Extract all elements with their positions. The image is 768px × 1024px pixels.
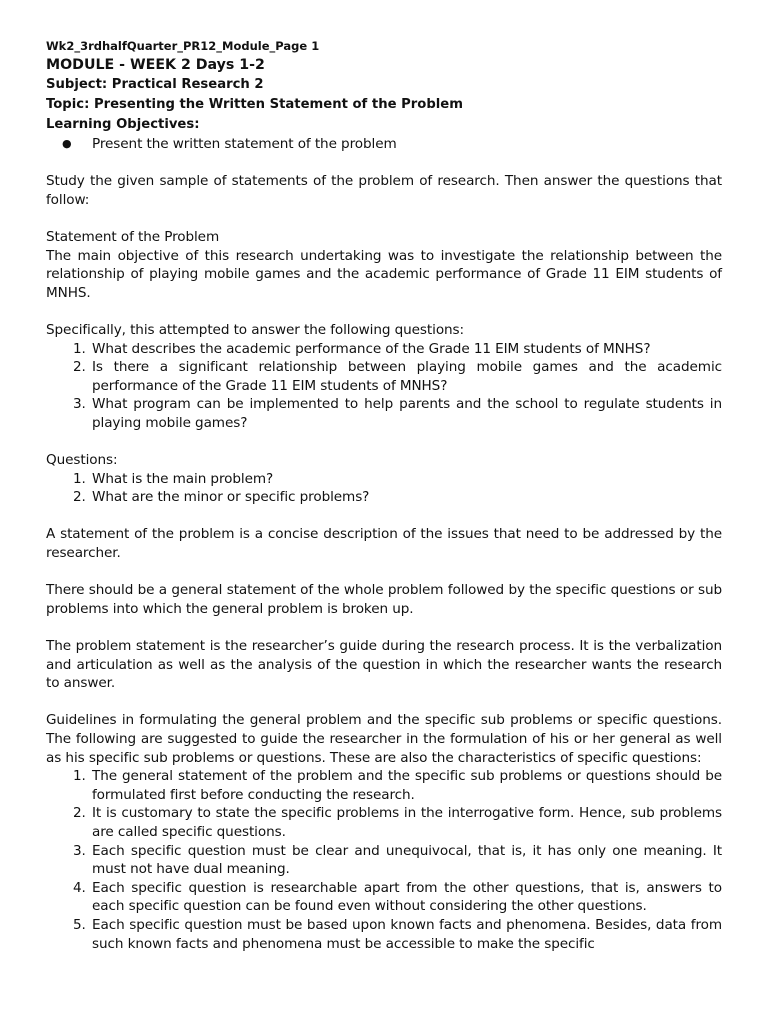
specific-intro: Specifically, this attempted to answer the following questions: — [46, 321, 465, 338]
sop-heading: Statement of the Problem — [46, 228, 220, 245]
objective-item: ● Present the written statement of the problem — [90, 135, 722, 154]
guidelines-list — [46, 767, 722, 953]
list-item: 5. Each specific question must be based upon known facts and phenomena. Besides, data from such known facts and phenomena must be accessible to make the specific — [90, 916, 722, 953]
objectives-list — [46, 135, 722, 154]
specific-questions-list — [46, 340, 722, 433]
subject-line: Subject: Practical Research 2 — [46, 77, 264, 92]
intro-paragraph: Study the given sample of statements of the problem of research. Then answer the questions that follow: — [46, 173, 722, 208]
questions-list — [46, 470, 722, 507]
list-item: 4. Each specific question is researchable apart from the other questions, that is, answers to each specific question can be found even without considering the other questions. — [90, 879, 722, 916]
paragraph-guide: The problem statement is the researcher’s guide during the research process. It is the verbalization and articulation as well as the analysis of the question in which the researcher wants the research to answer. — [46, 638, 722, 692]
paragraph-guidelines-intro: Guidelines in formulating the general problem and the specific sub problems or specific questions. The following are suggested to guide the researcher in the formulation of his or her general as well as his specific sub problems or questions. These are also the characteristics of specific questions: — [46, 712, 722, 766]
list-item: 2. What are the minor or specific problems? — [90, 488, 722, 507]
paragraph-definition: A statement of the problem is a concise description of the issues that need to be addressed by the researcher. — [46, 526, 722, 562]
questions-label: Questions: — [46, 452, 118, 469]
paragraph-general-statement: There should be a general statement of the whole problem followed by the specific questions or sub problems into which the general problem is broken up. — [46, 582, 722, 617]
list-item: 1. What describes the academic performance of the Grade 11 EIM students of MNHS? — [90, 340, 722, 359]
list-item: 1. What is the main problem? — [90, 470, 722, 489]
page-header: Wk2_3rdhalfQuarter_PR12_Module_Page 1 — [46, 39, 320, 53]
sop-paragraph: The main objective of this research undertaking was to investigate the relationship between the relationship of playing mobile games and the academic performance of Grade 11 EIM students of MNHS. — [46, 247, 722, 301]
list-item: 2. It is customary to state the specific problems in the interrogative form. Hence, sub problems are called specific questions. — [90, 804, 722, 841]
list-item: 3. What program can be implemented to help parents and the school to regulate students in playing mobile games? — [90, 395, 722, 432]
topic-line: Topic: Presenting the Written Statement of the Problem — [46, 97, 463, 112]
objectives-label: Learning Objectives: — [46, 117, 200, 132]
module-title: MODULE - WEEK 2 Days 1-2 — [46, 57, 265, 73]
list-item: 3. Each specific question must be clear and unequivocal, that is, it has only one meaning. It must not have dual meaning. — [90, 842, 722, 879]
list-item: 1. The general statement of the problem and the specific sub problems or questions should be formulated first before conducting the research. — [90, 767, 722, 804]
list-item: 2. Is there a significant relationship between playing mobile games and the academic performance of the Grade 11 EIM students of MNHS? — [90, 358, 722, 395]
